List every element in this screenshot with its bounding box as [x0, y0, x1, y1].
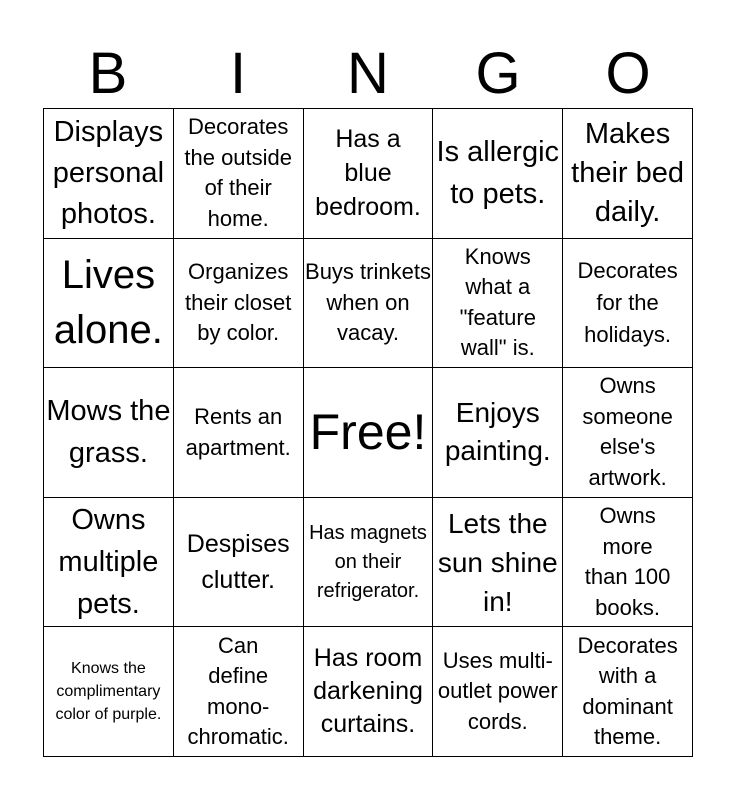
- bingo-cell-r5c4[interactable]: [433, 627, 563, 757]
- bingo-cell-r5c2[interactable]: [174, 627, 304, 757]
- header-letter-n: N: [347, 41, 389, 106]
- cell-label: Decorates for the holidays.: [577, 257, 678, 347]
- bingo-cell-r1c1[interactable]: [44, 109, 174, 239]
- bingo-cell-r5c1[interactable]: [44, 627, 174, 757]
- bingo-cell-r2c2[interactable]: [174, 239, 304, 369]
- cell-label: Has room darkening curtains.: [313, 644, 423, 739]
- bingo-cell-r4c3[interactable]: [304, 498, 434, 628]
- bingo-cell-r1c5[interactable]: [563, 109, 693, 239]
- bingo-cell-r2c3[interactable]: [304, 239, 434, 369]
- cell-label: Makes their bed daily.: [571, 117, 685, 228]
- header-letter-g: G: [475, 41, 521, 106]
- bingo-cell-r3c5[interactable]: [563, 368, 693, 498]
- bingo-cell-r4c1[interactable]: [44, 498, 174, 628]
- header-letter-i: I: [229, 41, 247, 106]
- cell-label: Has magnets on their refrigerator.: [309, 521, 427, 602]
- cell-label: Rents an apartment.: [185, 404, 291, 461]
- cell-label: Owns someone else's artwork.: [582, 373, 673, 490]
- bingo-cell-r1c3[interactable]: [304, 109, 434, 239]
- cell-label: Uses multi-outlet power cords.: [437, 647, 558, 734]
- free-space: Free!: [309, 404, 427, 461]
- cell-label: Is allergic to pets.: [436, 136, 560, 211]
- cell-label: Owns more than 100 books.: [584, 503, 671, 620]
- cell-label: Lives alone.: [53, 252, 163, 352]
- cell-label: Can define mono-chromatic.: [187, 632, 289, 750]
- bingo-cell-r2c1[interactable]: [44, 239, 174, 369]
- cell-label: Decorates the outside of their home.: [184, 114, 293, 231]
- bingo-cell-r1c2[interactable]: [174, 109, 304, 239]
- cell-label: Decorates with a dominant theme.: [577, 632, 678, 750]
- cell-label: Despises clutter.: [186, 530, 290, 595]
- bingo-cell-r1c4[interactable]: [433, 109, 563, 239]
- cell-label: Buys trinkets when on vacay.: [305, 259, 431, 346]
- bingo-cell-r3c2[interactable]: [174, 368, 304, 498]
- bingo-cell-r3c1[interactable]: [44, 368, 174, 498]
- bingo-cell-r3c4[interactable]: [433, 368, 563, 498]
- bingo-cell-r4c4[interactable]: [433, 498, 563, 628]
- cell-label: Lets the sun shine in!: [437, 507, 558, 617]
- cell-label: Knows what a "feature wall" is.: [459, 243, 536, 361]
- cell-label: Owns multiple pets.: [58, 504, 159, 621]
- cell-label: Knows the complimentary color of purple.: [55, 660, 162, 724]
- header-letter-b: B: [88, 41, 128, 106]
- bingo-cell-r5c3[interactable]: [304, 627, 434, 757]
- bingo-cell-r2c5[interactable]: [563, 239, 693, 369]
- cell-label: Organizes their closet by color.: [185, 259, 292, 346]
- cell-label: Has a blue bedroom.: [315, 125, 421, 222]
- bingo-board: [43, 108, 693, 757]
- bingo-header: [43, 40, 693, 108]
- cell-label: Mows the grass.: [46, 395, 171, 470]
- bingo-cell-r3c3[interactable]: [304, 368, 434, 498]
- header-letter-o: O: [605, 41, 651, 106]
- cell-label: Enjoys painting.: [444, 397, 551, 467]
- bingo-cell-r4c2[interactable]: [174, 498, 304, 628]
- bingo-cell-r5c5[interactable]: [563, 627, 693, 757]
- bingo-cell-r4c5[interactable]: [563, 498, 693, 628]
- cell-label: Displays personal photos.: [52, 115, 165, 230]
- bingo-cell-r2c4[interactable]: [433, 239, 563, 369]
